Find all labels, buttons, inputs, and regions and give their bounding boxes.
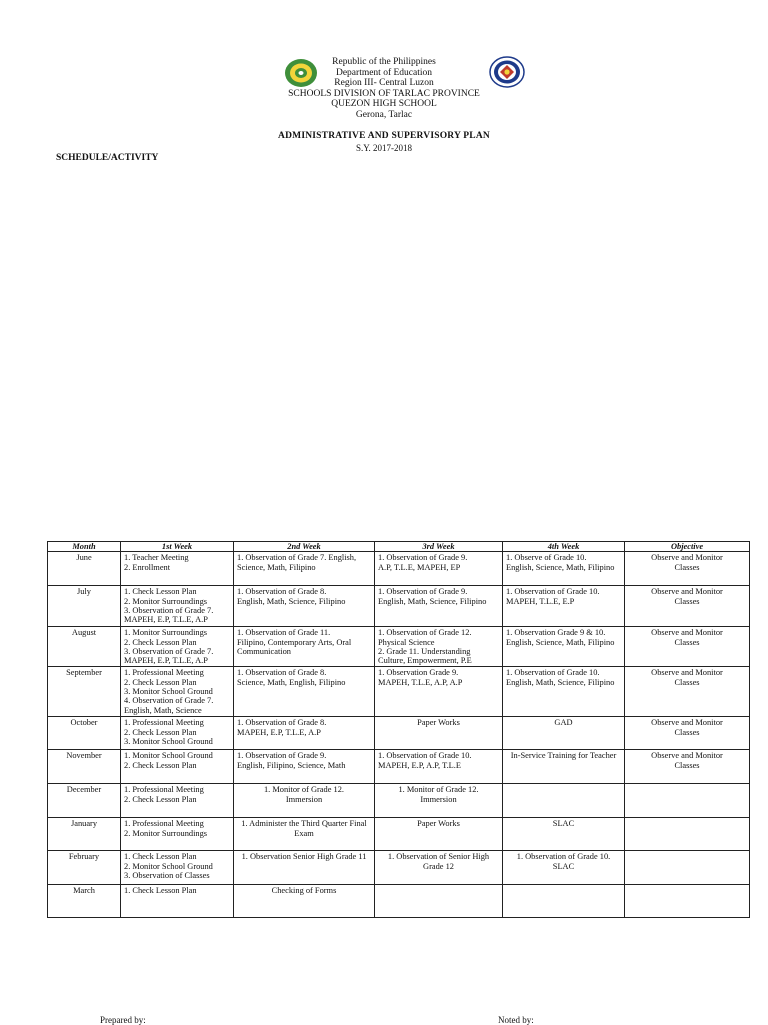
column-header: Objective	[625, 542, 750, 552]
cell-line: Observe and Monitor	[651, 718, 723, 728]
cell-line: 1. Administer the Third Quarter Final	[241, 819, 367, 829]
month-cell: December	[48, 784, 121, 818]
cell-line: Physical Science	[378, 637, 435, 647]
cell-line: 1. Observation of Grade 10.	[378, 751, 472, 761]
week2-cell	[234, 586, 375, 627]
cell-line: 1. Monitor Surroundings	[124, 628, 208, 638]
column-header: 2nd Week	[234, 542, 375, 552]
cell-line: Paper Works	[417, 718, 460, 728]
week3-cell	[375, 627, 503, 667]
cell-line: 2. Check Lesson Plan	[124, 727, 197, 737]
objective-cell	[625, 586, 750, 627]
cell-line: 2. Monitor School Ground	[124, 861, 213, 871]
month-cell: September	[48, 667, 121, 717]
cell-line: 1. Observation of Grade 10.	[506, 587, 600, 597]
cell-line: 1. Check Lesson Plan	[124, 886, 197, 896]
letterhead-line: Gerona, Tarlac	[355, 109, 413, 120]
cell-line: 1. Check Lesson Plan	[124, 852, 197, 862]
cell-line: 3. Observation of Classes	[124, 871, 210, 881]
cell-line: Classes	[674, 727, 700, 737]
objective-cell	[625, 818, 750, 851]
cell-line: MAPEH, E.P, T.L.E, A.P	[124, 656, 208, 666]
objective-cell	[625, 667, 750, 717]
week4-cell	[503, 885, 625, 918]
week1-cell	[121, 552, 234, 586]
cell-line: 2. Monitor Surroundings	[124, 596, 208, 606]
column-header: 1st Week	[121, 542, 234, 552]
cell-line: 1. Observation of Grade 8.	[237, 587, 327, 597]
cell-line: Observe and Monitor	[651, 628, 723, 638]
cell-line: Classes	[674, 760, 700, 770]
cell-line: 4. Observation of Grade 7.	[124, 696, 214, 706]
month-cell: August	[48, 627, 121, 667]
objective-cell	[625, 627, 750, 667]
cell-line: 1. Observe of Grade 10.	[506, 553, 587, 563]
cell-line: MAPEH, E.P, A.P, T.L.E	[378, 760, 461, 770]
objective-cell	[625, 784, 750, 818]
cell-line: Paper Works	[417, 819, 460, 829]
cell-line: Communication	[237, 646, 291, 656]
cell-line: 2. Check Lesson Plan	[124, 794, 197, 804]
cell-line: 3. Monitor School Ground	[124, 737, 213, 747]
cell-line: 1. Monitor of Grade 12.	[263, 785, 344, 795]
objective-cell	[625, 552, 750, 586]
document-title: ADMINISTRATIVE AND SUPERVISORY PLAN	[278, 131, 490, 141]
week1-cell	[121, 667, 234, 717]
month-cell: March	[48, 885, 121, 918]
cell-line: Immersion	[285, 794, 323, 804]
table-row	[48, 627, 750, 667]
cell-line: Classes	[674, 637, 700, 647]
cell-line: 1. Observation of Grade 9.	[237, 751, 327, 761]
week2-cell	[234, 784, 375, 818]
cell-line: 3. Monitor School Ground	[124, 687, 213, 697]
column-header: 4th Week	[503, 542, 625, 552]
letterhead	[0, 57, 768, 121]
week3-cell	[375, 552, 503, 586]
week2-cell	[234, 851, 375, 885]
section-label: SCHEDULE/ACTIVITY	[56, 153, 159, 163]
cell-line: 1. Observation of Senior High	[387, 852, 490, 862]
week2-cell	[234, 750, 375, 784]
cell-line: 1. Check Lesson Plan	[124, 587, 197, 597]
month-cell: February	[48, 851, 121, 885]
cell-line: SLAC	[552, 861, 575, 871]
cell-line: English, Science, Math, Filipino	[506, 637, 615, 647]
cell-line: 1. Professional Meeting	[124, 668, 204, 678]
objective-cell	[625, 717, 750, 750]
cell-line: Grade 12	[423, 861, 454, 871]
table-row	[48, 717, 750, 750]
week2-cell	[234, 627, 375, 667]
cell-line: Science, Math, Filipino	[237, 562, 316, 572]
cell-line: 3. Observation of Grade 7.	[124, 605, 214, 615]
table-row	[48, 818, 750, 851]
week1-cell	[121, 851, 234, 885]
cell-line: MAPEH, T.L.E, E.P	[506, 596, 575, 606]
cell-line: 1. Observation of Grade 11.	[237, 628, 331, 638]
cell-line: Exam	[294, 828, 314, 838]
cell-line: 1. Observation of Grade 7. English,	[237, 553, 357, 563]
letterhead-line: SCHOOLS DIVISION OF TARLAC PROVINCE	[288, 88, 480, 99]
table-row	[48, 784, 750, 818]
week3-cell	[375, 885, 503, 918]
table-body	[48, 552, 750, 918]
cell-line: Observe and Monitor	[651, 553, 723, 563]
cell-line: English, Science, Math, Filipino	[506, 562, 615, 572]
table-row	[48, 552, 750, 586]
column-header: 3rd Week	[375, 542, 503, 552]
cell-line: 2. Enrollment	[124, 562, 171, 572]
table-header-row	[48, 542, 750, 552]
week4-cell	[503, 552, 625, 586]
cell-line: 1. Observation Senior High Grade 11	[241, 852, 367, 862]
cell-line: English, Filipino, Science, Math	[237, 760, 346, 770]
week3-cell	[375, 717, 503, 750]
week1-cell	[121, 784, 234, 818]
school-year: S.Y. 2017-2018	[355, 143, 413, 153]
cell-line: 2. Check Lesson Plan	[124, 677, 197, 687]
cell-line: 1. Observation of Grade 9.	[378, 553, 468, 563]
table-row	[48, 750, 750, 784]
week3-cell	[375, 750, 503, 784]
cell-line: MAPEH, E.P, T.L.E, A.P	[237, 727, 321, 737]
cell-line: MAPEH, T.L.E, A.P, A.P	[378, 677, 463, 687]
week2-cell	[234, 818, 375, 851]
cell-line: Checking of Forms	[271, 886, 337, 896]
month-cell: October	[48, 717, 121, 750]
cell-line: 1. Observation of Grade 8.	[237, 718, 327, 728]
cell-line: SLAC	[552, 819, 575, 829]
week2-cell	[234, 717, 375, 750]
letterhead-line: Republic of the Philippines	[332, 57, 436, 67]
cell-line: 2. Check Lesson Plan	[124, 637, 197, 647]
week4-cell	[503, 717, 625, 750]
week1-cell	[121, 885, 234, 918]
week4-cell	[503, 667, 625, 717]
objective-cell	[625, 885, 750, 918]
cell-line: 1. Professional Meeting	[124, 819, 204, 829]
table-row	[48, 667, 750, 717]
column-header: Month	[48, 542, 121, 552]
noted-by-label: Noted by:	[498, 1015, 534, 1025]
week2-cell	[234, 552, 375, 586]
month-cell: June	[48, 552, 121, 586]
cell-line: 1. Observation Grade 9.	[378, 668, 459, 678]
cell-line: 3. Observation of Grade 7.	[124, 646, 214, 656]
cell-line: 1. Observation of Grade 10.	[516, 852, 611, 862]
week2-cell	[234, 667, 375, 717]
cell-line: Immersion	[420, 794, 457, 804]
month-cell: November	[48, 750, 121, 784]
cell-line: 1. Professional Meeting	[124, 785, 204, 795]
week1-cell	[121, 818, 234, 851]
cell-line: 2. Check Lesson Plan	[124, 760, 197, 770]
week3-cell	[375, 586, 503, 627]
cell-line: Observe and Monitor	[651, 668, 723, 678]
cell-line: 1. Monitor of Grade 12.	[398, 785, 479, 795]
week4-cell	[503, 627, 625, 667]
cell-line: 1. Monitor School Ground	[124, 751, 213, 761]
cell-line: Culture, Empowerment, P.E	[378, 656, 472, 666]
letterhead-line: QUEZON HIGH SCHOOL	[331, 99, 437, 110]
cell-line: English, Math, Science, Filipino	[237, 596, 346, 606]
cell-line: GAD	[554, 718, 573, 728]
table-row	[48, 586, 750, 627]
cell-line: Classes	[674, 677, 700, 687]
week4-cell	[503, 851, 625, 885]
cell-line: Observe and Monitor	[651, 587, 723, 597]
month-cell: January	[48, 818, 121, 851]
cell-line: Filipino, Contemporary Arts, Oral	[237, 637, 352, 647]
cell-line: Science, Math, English, Filipino	[237, 677, 346, 687]
month-cell: July	[48, 586, 121, 627]
cell-line: 2. Monitor Surroundings	[124, 828, 208, 838]
week4-cell	[503, 784, 625, 818]
plan-table	[47, 541, 750, 918]
week3-cell	[375, 818, 503, 851]
cell-line: MAPEH, E.P, T.L.E, A.P	[124, 615, 208, 625]
week3-cell	[375, 784, 503, 818]
prepared-by-label: Prepared by:	[100, 1015, 146, 1025]
week4-cell	[503, 750, 625, 784]
week1-cell	[121, 627, 234, 667]
cell-line: 1. Observation Grade 9 & 10.	[506, 628, 606, 638]
objective-cell	[625, 750, 750, 784]
letterhead-line: Region III- Central Luzon	[334, 78, 434, 89]
cell-line: 1. Teacher Meeting	[124, 553, 189, 563]
week3-cell	[375, 851, 503, 885]
cell-line: English, Math, Science, Filipino	[378, 596, 487, 606]
week2-cell	[234, 885, 375, 918]
objective-cell	[625, 851, 750, 885]
table-row	[48, 885, 750, 918]
cell-line: 2. Grade 11. Understanding	[378, 646, 471, 656]
week1-cell	[121, 717, 234, 750]
cell-line: 1. Professional Meeting	[124, 718, 204, 728]
cell-line: English, Math, Science, Filipino	[506, 677, 615, 687]
cell-line: 1. Observation of Grade 12.	[378, 628, 472, 638]
cell-line: 1. Observation of Grade 9.	[378, 587, 468, 597]
week1-cell	[121, 586, 234, 627]
cell-line: In-Service Training for Teacher	[510, 751, 617, 761]
cell-line: A.P, T.L.E, MAPEH, EP	[378, 562, 461, 572]
cell-line: Classes	[674, 562, 700, 572]
cell-line: 1. Observation of Grade 10.	[506, 668, 600, 678]
week3-cell	[375, 667, 503, 717]
cell-line: English, Math, Science	[124, 705, 202, 715]
week4-cell	[503, 586, 625, 627]
letterhead-line: Department of Education	[335, 67, 433, 78]
week4-cell	[503, 818, 625, 851]
cell-line: Observe and Monitor	[651, 751, 723, 761]
week1-cell	[121, 750, 234, 784]
cell-line: 1. Observation of Grade 8.	[237, 668, 327, 678]
cell-line: Classes	[674, 596, 700, 606]
table-row	[48, 851, 750, 885]
